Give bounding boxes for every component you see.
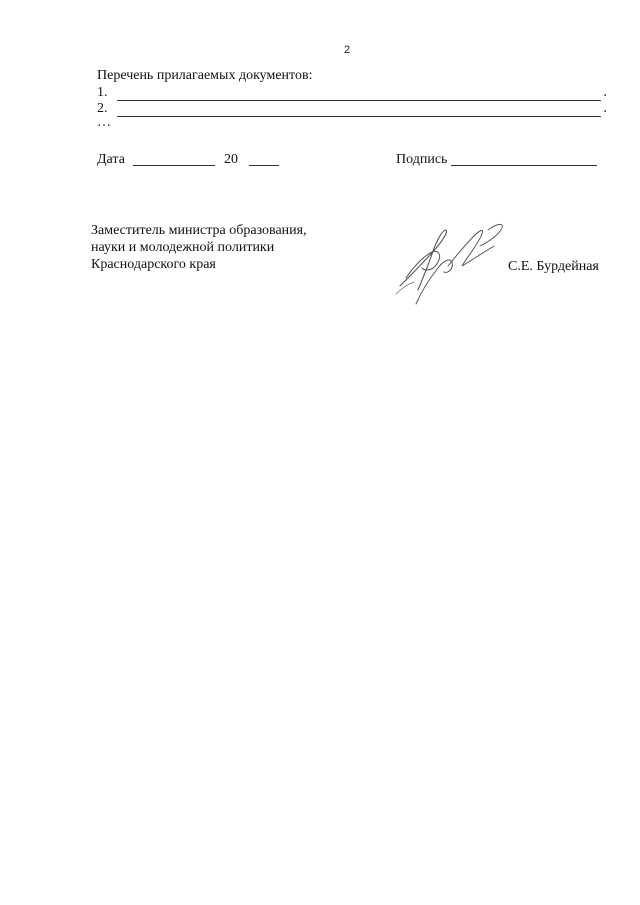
attachment-number: 2. <box>97 101 108 116</box>
position-line: Заместитель министра образования, <box>91 223 307 238</box>
attachment-line-2 <box>97 101 607 117</box>
attachment-number: 1. <box>97 85 108 100</box>
attachment-line-1 <box>97 85 607 101</box>
year-blank-rule <box>249 165 279 166</box>
attachments-title: Перечень прилагаемых документов: <box>97 68 313 83</box>
signatory-position <box>91 222 307 273</box>
attachment-end-dot: . <box>603 85 607 100</box>
attachments-section <box>97 68 607 131</box>
handwritten-signature <box>392 216 512 306</box>
attachment-blank-rule <box>117 104 601 117</box>
year-prefix: 20 <box>224 152 238 167</box>
position-line: Краснодарского края <box>91 257 216 272</box>
attachments-ellipsis: … <box>97 115 112 130</box>
date-label: Дата <box>97 152 125 167</box>
signature-blank-rule <box>451 165 597 166</box>
signatory-name: С.Е. Бурдейная <box>508 259 599 274</box>
date-blank-rule <box>133 165 215 166</box>
attachment-end-dot: . <box>603 101 607 116</box>
signature-label: Подпись <box>396 152 448 167</box>
attachment-blank-rule <box>117 88 601 101</box>
position-line: науки и молодежной политики <box>91 240 275 255</box>
page-number: 2 <box>343 44 351 56</box>
